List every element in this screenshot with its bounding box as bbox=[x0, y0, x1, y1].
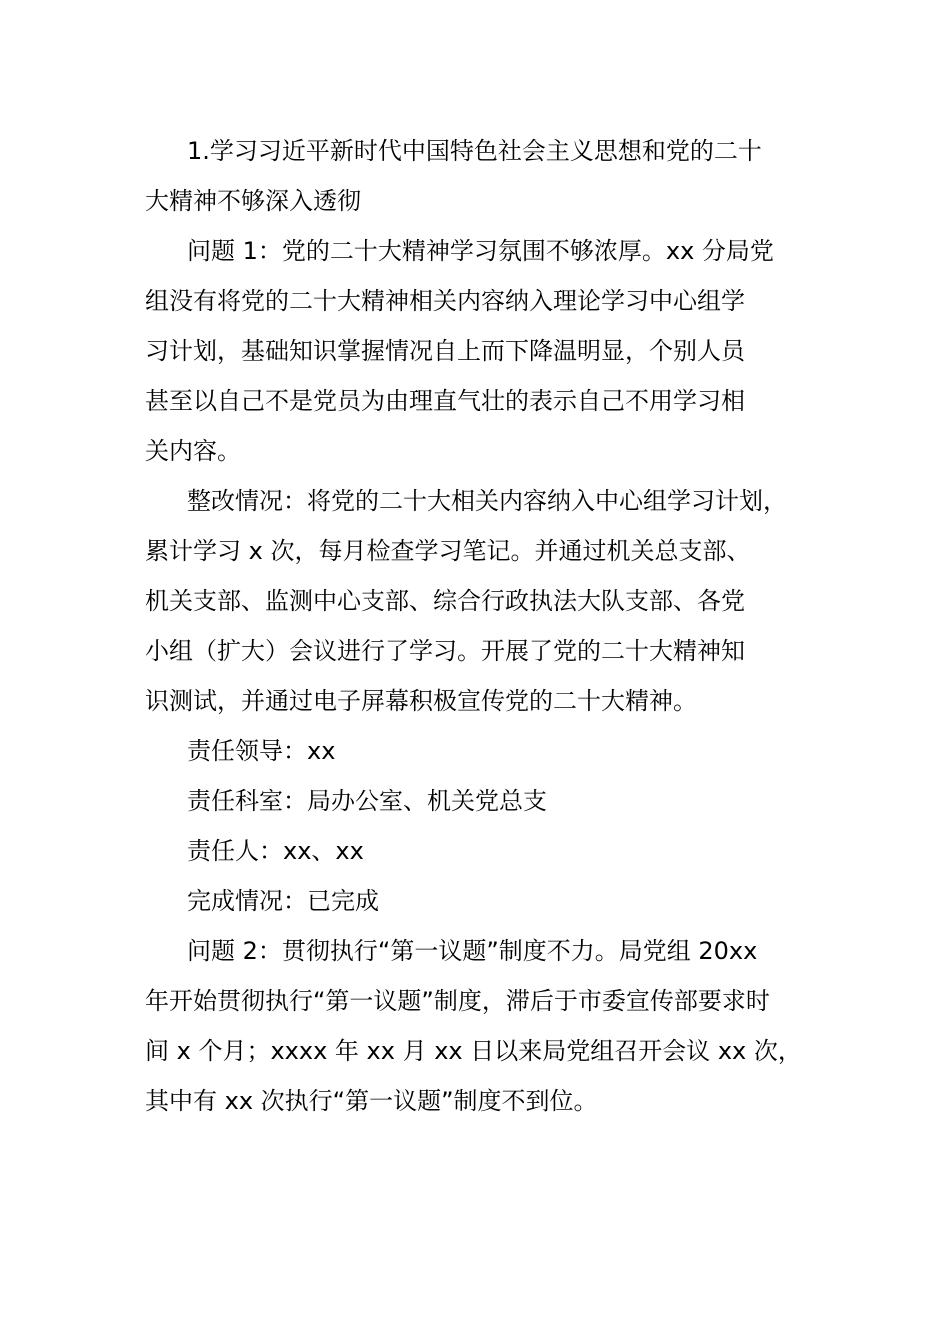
text-line: 大精神不够深入透彻 bbox=[145, 187, 361, 215]
text-line: 年开始贯彻执行“第一议题”制度，滞后于市委宣传部要求时 bbox=[145, 987, 770, 1015]
responsible-department bbox=[145, 776, 825, 826]
text-line: 1.学习习近平新时代中国特色社会主义思想和党的二十 bbox=[187, 137, 762, 165]
text-line: 整改情况：将党的二十大相关内容纳入中心组学习计划， bbox=[187, 487, 787, 515]
problem-paragraph bbox=[145, 926, 825, 1126]
text-line: 关内容。 bbox=[145, 437, 241, 465]
text-line: 间 x 个月；xxxx 年 xx 月 xx 日以来局党组召开会议 xx 次， bbox=[145, 1037, 802, 1065]
text-line: 责任科室：局办公室、机关党总支 bbox=[187, 787, 547, 815]
text-line: 完成情况：已完成 bbox=[187, 887, 379, 915]
text-line: 习计划，基础知识掌握情况自上而下降温明显，个别人员 bbox=[145, 337, 745, 365]
responsible-leader bbox=[145, 726, 825, 776]
text-line: 小组（扩大）会议进行了学习。开展了党的二十大精神知 bbox=[145, 637, 745, 665]
problem-paragraph bbox=[145, 226, 825, 476]
text-line: 识测试，并通过电子屏幕积极宣传党的二十大精神。 bbox=[145, 687, 697, 715]
text-line: 累计学习 x 次，每月检查学习笔记。并通过机关总支部、 bbox=[145, 537, 751, 565]
text-line: 问题 2：贯彻执行“第一议题”制度不力。局党组 20xx bbox=[187, 937, 758, 965]
rectification-paragraph bbox=[145, 476, 825, 726]
document-body bbox=[145, 126, 825, 1126]
text-line: 甚至以自己不是党员为由理直气壮的表示自己不用学习相 bbox=[145, 387, 745, 415]
section-heading bbox=[145, 126, 825, 226]
completion-status bbox=[145, 876, 825, 926]
text-line: 责任领导：xx bbox=[187, 737, 336, 765]
text-line: 组没有将党的二十大精神相关内容纳入理论学习中心组学 bbox=[145, 287, 745, 315]
text-line: 责任人：xx、xx bbox=[187, 837, 364, 865]
text-line: 其中有 xx 次执行“第一议题”制度不到位。 bbox=[145, 1087, 598, 1115]
text-line: 机关支部、监测中心支部、综合行政执法大队支部、各党 bbox=[145, 587, 745, 615]
text-line: 问题 1：党的二十大精神学习氛围不够浓厚。xx 分局党 bbox=[187, 237, 774, 265]
responsible-person bbox=[145, 826, 825, 876]
